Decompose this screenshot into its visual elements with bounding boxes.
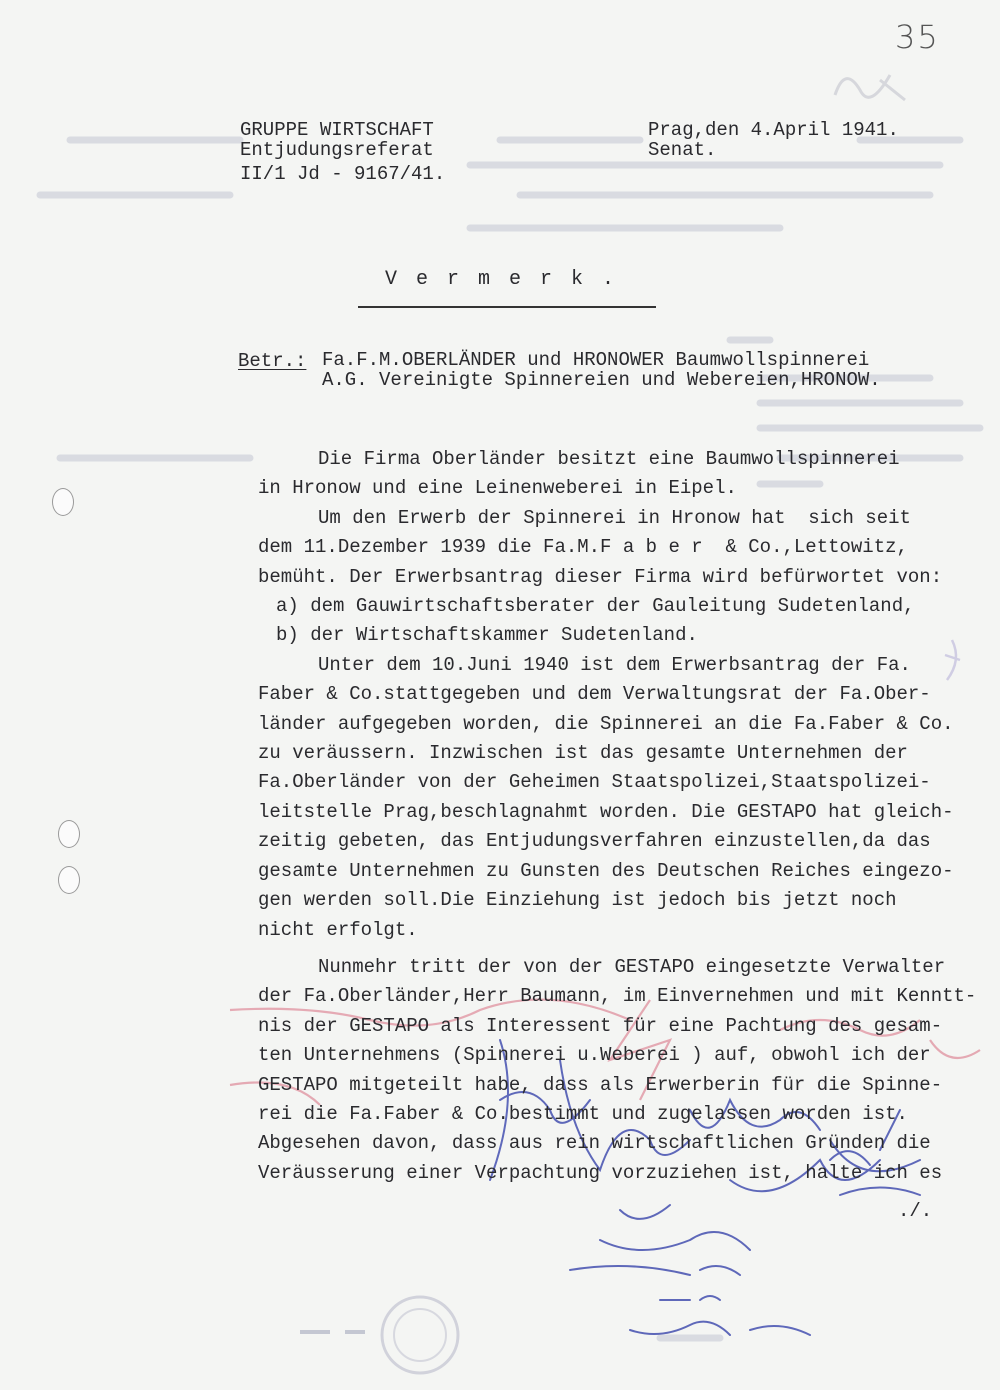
department-line: Senat.: [648, 139, 717, 161]
body-line: gen werden soll.Die Einziehung ist jedoch bis jetzt noch: [258, 889, 897, 912]
document-title: Vermerk.: [385, 268, 634, 291]
subject-line: A.G. Vereinigte Spinnereien und Webereien,HRONOW.: [322, 369, 881, 391]
body-line: Nunmehr tritt der von der GESTAPO eingesetzte Verwalter: [318, 955, 946, 978]
body-line: nicht erfolgt.: [258, 918, 418, 941]
body-line: Veräusserung einer Verpachtung vorzuziehen ist, halte ich es: [258, 1161, 943, 1184]
file-reference: II/1 Jd - 9167/41.: [240, 163, 446, 185]
punch-hole: [52, 488, 74, 516]
body-line: Abgesehen davon, dass aus rein wirtschaftlichen Gründen die: [258, 1132, 931, 1155]
body-line: zu veräussern. Inzwischen ist das gesamte Unternehmen der: [258, 742, 908, 765]
body-line: der Fa.Oberländer,Herr Baumann, im Einvernehmen und mit Kenntt-: [258, 985, 977, 1008]
subject-text: [322, 350, 881, 390]
place-date: Prag,den 4.April 1941.: [648, 119, 899, 141]
list-item: b) der Wirtschaftskammer Sudetenland.: [276, 624, 698, 647]
sender-line: GRUPPE WIRTSCHAFT: [240, 119, 434, 141]
body-line: leitstelle Prag,beschlagnahmt worden. Die GESTAPO hat gleich-: [258, 800, 954, 823]
body-line: Die Firma Oberländer besitzt eine Baumwollspinnerei: [318, 448, 900, 470]
sender-line: Entjudungsreferat: [240, 139, 434, 161]
body-line: länder aufgegeben worden, die Spinnerei an die Fa.Faber & Co.: [258, 712, 954, 735]
punch-hole: [58, 866, 80, 894]
body-line: dem 11.Dezember 1939 die Fa.M.F a b e r & Co.,Lettowitz,: [258, 536, 908, 559]
body-line: zeitig gebeten, das Entjudungsverfahren einzustellen,da das: [258, 830, 931, 853]
list-item: a) dem Gauwirtschaftsberater der Gauleitung Sudetenland,: [276, 595, 915, 618]
body-line: gesamte Unternehmen zu Gunsten des Deutschen Reiches eingezo-: [258, 859, 954, 882]
body-line: bemüht. Der Erwerbsantrag dieser Firma wird befürwortet von:: [258, 565, 943, 588]
memo-body: [258, 445, 988, 1188]
page-number: 35: [895, 18, 940, 56]
body-line: in Hronow und eine Leinenweberei in Eipel.: [258, 477, 737, 500]
date-block: [648, 120, 899, 160]
continuation-mark: ./.: [898, 1200, 933, 1222]
body-line: Um den Erwerb der Spinnerei in Hronow hat sich seit: [318, 506, 911, 529]
body-line: Faber & Co.stattgegeben und dem Verwaltungsrat der Fa.Ober-: [258, 683, 931, 706]
body-line: rei die Fa.Faber & Co.bestimmt und zugelassen worden ist.: [258, 1102, 908, 1125]
punch-hole: [58, 820, 80, 848]
subject-line: Fa.F.M.OBERLÄNDER und HRONOWER Baumwollspinnerei: [322, 349, 870, 371]
title-underline: [358, 306, 656, 308]
body-line: nis der GESTAPO als Interessent für eine Pachtung des gesam-: [258, 1014, 943, 1037]
faint-circular-seal: [382, 1297, 458, 1373]
sender-block: [240, 120, 445, 184]
pencil-folio-mark: [835, 75, 905, 100]
body-line: Unter dem 10.Juni 1940 ist dem Erwerbsantrag der Fa.: [318, 653, 911, 676]
body-line: Fa.Oberländer von der Geheimen Staatspolizei,Staatspolizei-: [258, 771, 931, 794]
subject-label: Betr.:: [238, 350, 307, 372]
body-line: ten Unternehmens (Spinnerei u.Weberei ) auf, obwohl ich der: [258, 1044, 931, 1067]
body-line: GESTAPO mitgeteilt habe, dass als Erwerberin für die Spinne-: [258, 1073, 943, 1096]
paragraph-gap: [258, 945, 988, 953]
